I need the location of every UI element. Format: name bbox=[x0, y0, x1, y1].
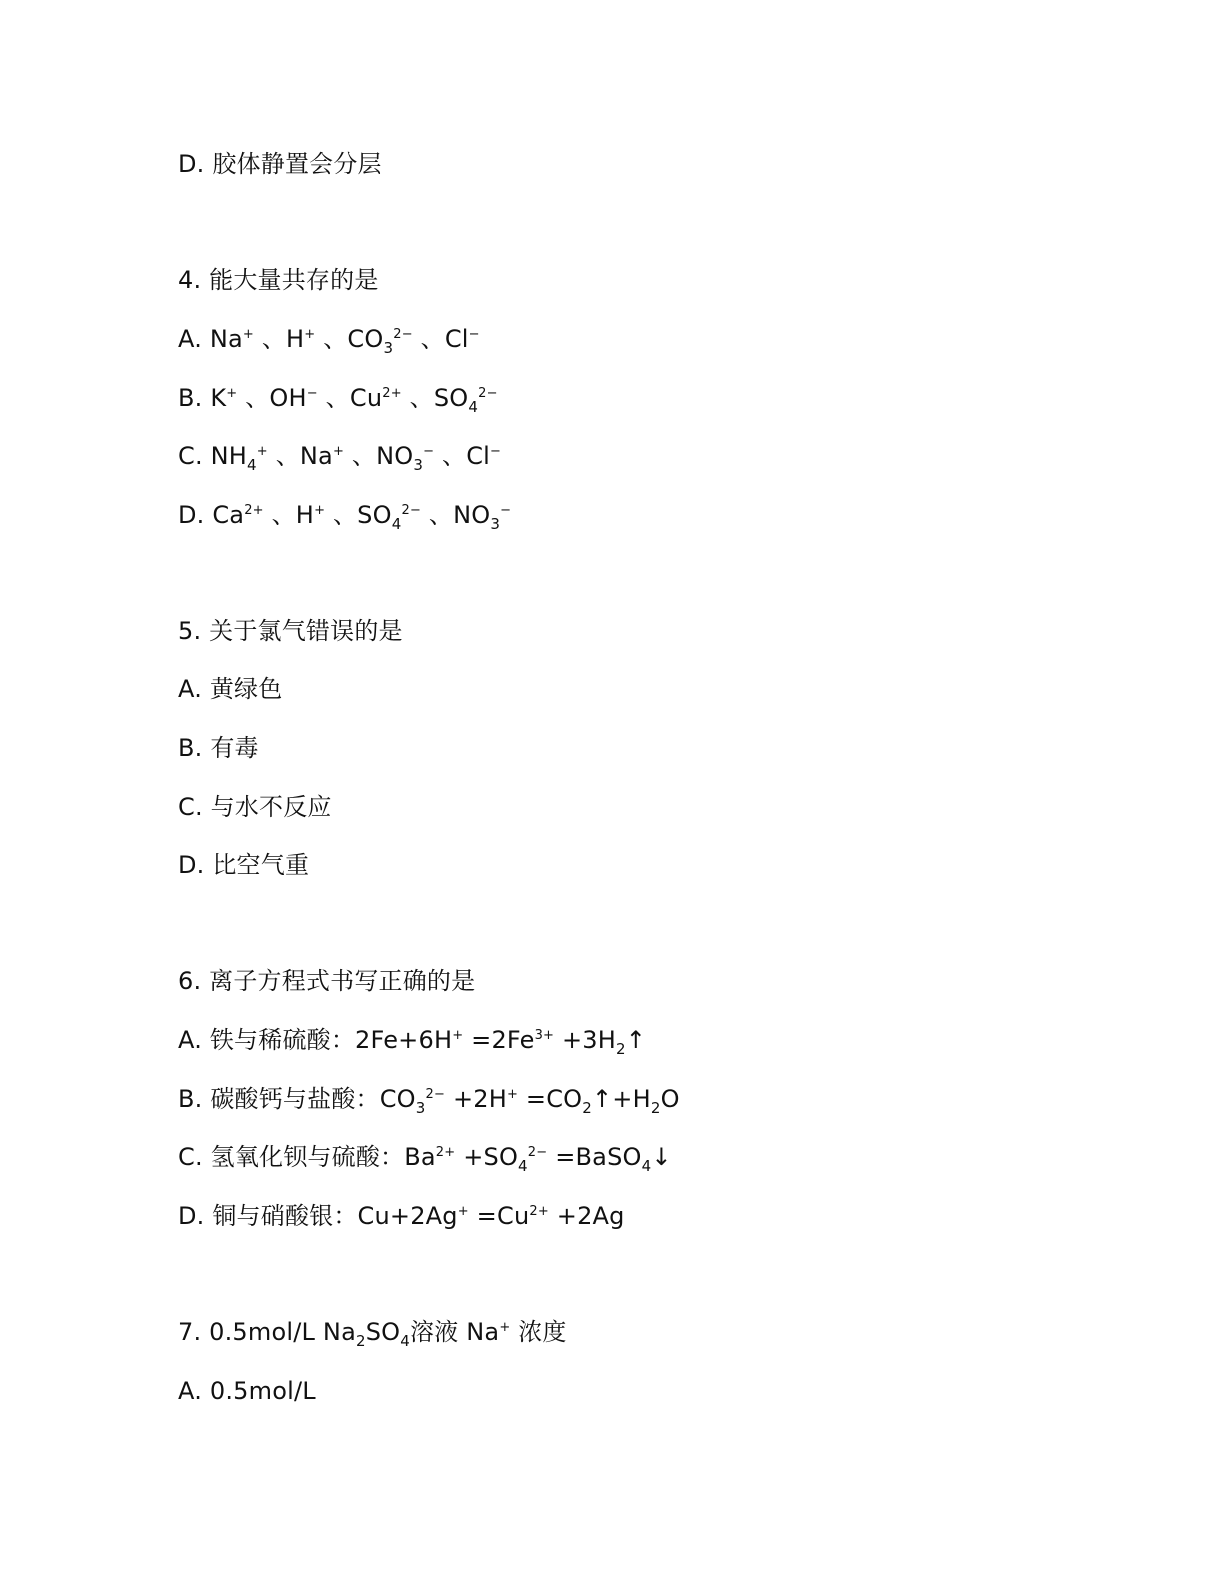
superscript: − bbox=[423, 444, 435, 459]
superscript: 2− bbox=[401, 503, 422, 518]
text: +2Ag bbox=[548, 1202, 625, 1230]
superscript: + bbox=[242, 327, 255, 342]
text: B. K bbox=[178, 384, 227, 412]
text: 、H bbox=[263, 501, 315, 529]
superscript: 2+ bbox=[382, 386, 402, 401]
q3-option-d: D. 胶体静置会分层 bbox=[178, 150, 382, 178]
text: D. 铜与硝酸银：Cu+2Ag bbox=[178, 1202, 458, 1230]
q4-option-c bbox=[178, 438, 501, 474]
q6-option-c bbox=[178, 1139, 672, 1175]
text: B. 碳酸钙与盐酸：CO bbox=[178, 1085, 416, 1113]
superscript: + bbox=[226, 386, 238, 401]
subscript: 4 bbox=[641, 1157, 652, 1175]
text: +SO bbox=[455, 1143, 519, 1171]
q4-stem: 4. 能大量共存的是 bbox=[178, 266, 379, 294]
q4-option-a bbox=[178, 321, 480, 357]
text: 、Cl bbox=[434, 442, 491, 470]
text: 、Na bbox=[267, 442, 333, 470]
subscript: 3 bbox=[383, 339, 394, 357]
superscript: + bbox=[452, 1028, 464, 1043]
subscript: 4 bbox=[400, 1332, 411, 1350]
q5-option-b: B. 有毒 bbox=[178, 734, 259, 762]
subscript: 4 bbox=[247, 456, 257, 474]
text: C. 氢氧化钡与硫酸：Ba bbox=[178, 1143, 436, 1171]
q6-stem: 6. 离子方程式书写正确的是 bbox=[178, 967, 476, 995]
superscript: + bbox=[304, 327, 316, 342]
text: 、SO bbox=[401, 384, 469, 412]
superscript: + bbox=[506, 1087, 519, 1102]
subscript: 3 bbox=[413, 456, 424, 474]
text: 浓度 bbox=[510, 1318, 567, 1346]
q4-option-b bbox=[178, 380, 498, 416]
text: 、Cu bbox=[317, 384, 383, 412]
text: ↓ bbox=[651, 1143, 672, 1171]
superscript: 2+ bbox=[244, 503, 264, 518]
text: +3H bbox=[554, 1026, 617, 1054]
q5-option-c: C. 与水不反应 bbox=[178, 793, 332, 821]
subscript: 3 bbox=[415, 1099, 426, 1117]
q4-option-d bbox=[178, 497, 511, 533]
subscript: 3 bbox=[490, 515, 501, 533]
text: 、CO bbox=[315, 325, 384, 353]
text: A. Na bbox=[178, 325, 243, 353]
q5-stem: 5. 关于氯气错误的是 bbox=[178, 617, 403, 645]
subscript: 4 bbox=[391, 515, 402, 533]
q6-option-b bbox=[178, 1081, 680, 1117]
subscript: 4 bbox=[518, 1157, 528, 1175]
text: C. NH bbox=[178, 442, 248, 470]
text: +2H bbox=[445, 1085, 507, 1113]
superscript: − bbox=[468, 327, 480, 342]
q5-option-a: A. 黄绿色 bbox=[178, 675, 283, 703]
superscript: 2− bbox=[393, 327, 413, 342]
superscript: 3+ bbox=[534, 1028, 555, 1043]
text: =2Fe bbox=[463, 1026, 535, 1054]
text: 、Cl bbox=[412, 325, 469, 353]
text: =CO bbox=[518, 1085, 583, 1113]
subscript: 2 bbox=[650, 1099, 661, 1117]
subscript: 2 bbox=[616, 1040, 626, 1058]
superscript: − bbox=[490, 444, 502, 459]
text: 7. 0.5mol/L Na bbox=[178, 1318, 356, 1346]
superscript: − bbox=[306, 386, 318, 401]
superscript: + bbox=[457, 1204, 469, 1219]
text: O bbox=[660, 1085, 680, 1113]
text: 、OH bbox=[237, 384, 307, 412]
superscript: + bbox=[332, 444, 345, 459]
q6-option-a bbox=[178, 1022, 646, 1058]
text: 、H bbox=[254, 325, 305, 353]
q6-option-d bbox=[178, 1198, 625, 1234]
subscript: 4 bbox=[468, 398, 479, 416]
superscript: 2− bbox=[527, 1145, 548, 1160]
text: D. Ca bbox=[178, 501, 245, 529]
superscript: + bbox=[499, 1320, 511, 1335]
text: 、SO bbox=[325, 501, 392, 529]
text: =BaSO bbox=[547, 1143, 642, 1171]
subscript: 2 bbox=[355, 1332, 366, 1350]
text: A. 铁与稀硫酸：2Fe+6H bbox=[178, 1026, 453, 1054]
text: 、NO bbox=[421, 501, 491, 529]
superscript: 2+ bbox=[435, 1145, 456, 1160]
superscript: 2− bbox=[425, 1087, 446, 1102]
superscript: 2− bbox=[478, 386, 498, 401]
superscript: + bbox=[256, 444, 268, 459]
text: =Cu bbox=[468, 1202, 530, 1230]
subscript: 2 bbox=[582, 1099, 592, 1117]
superscript: 2+ bbox=[529, 1204, 549, 1219]
text: ↑+H bbox=[592, 1085, 651, 1113]
q7-stem bbox=[178, 1314, 567, 1350]
text: ↑ bbox=[625, 1026, 647, 1054]
q7-option-a: A. 0.5mol/L bbox=[178, 1377, 316, 1405]
superscript: + bbox=[314, 503, 326, 518]
text: 溶液 Na bbox=[410, 1318, 500, 1346]
superscript: − bbox=[500, 503, 512, 518]
text: 、NO bbox=[344, 442, 414, 470]
q5-option-d: D. 比空气重 bbox=[178, 851, 310, 879]
text: SO bbox=[365, 1318, 401, 1346]
